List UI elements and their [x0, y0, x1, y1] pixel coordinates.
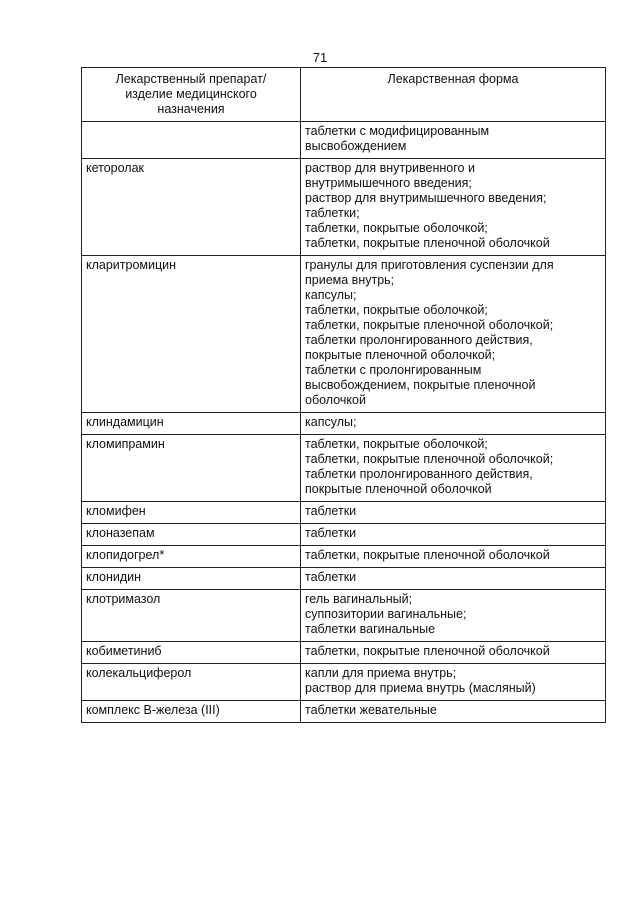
dosage-form-line: покрытые пленочной оболочкой; [305, 348, 496, 362]
dosage-form-line: таблетки [305, 570, 357, 584]
header-drug-line: Лекарственный препарат/ [115, 72, 267, 86]
drug-name-cell: кларитромицин [82, 256, 301, 413]
table-header-row [82, 68, 606, 122]
dosage-form-line: таблетки [305, 504, 357, 518]
header-drug-line: назначения [157, 102, 225, 116]
table-row [82, 435, 606, 502]
table-row [82, 546, 606, 568]
drug-name-cell: клиндамицин [82, 413, 301, 435]
table-row [82, 502, 606, 524]
header-drug [82, 68, 301, 122]
dosage-form-line: таблетки с пролонгированным [305, 363, 482, 377]
page-number: 71 [312, 50, 328, 65]
dosage-form-line: внутримышечного введения; [305, 176, 472, 190]
dosage-form-line: таблетки; [305, 206, 360, 220]
dosage-form-cell [301, 701, 606, 723]
dosage-form-line: раствор для внутримышечного введения; [305, 191, 547, 205]
dosage-form-line: таблетки, покрытые пленочной оболочкой; [305, 318, 554, 332]
dosage-form-line: гранулы для приготовления суспензии для [305, 258, 554, 272]
dosage-form-line: таблетки жевательные [305, 703, 437, 717]
dosage-form-cell [301, 435, 606, 502]
dosage-form-line: высвобождением [305, 139, 407, 153]
dosage-form-cell [301, 568, 606, 590]
drug-name-cell: кобиметиниб [82, 642, 301, 664]
dosage-form-cell [301, 413, 606, 435]
header-drug-line: изделие медицинского [125, 87, 257, 101]
table-row [82, 642, 606, 664]
drug-name-cell: кломипрамин [82, 435, 301, 502]
header-form-line: Лекарственная форма [387, 72, 519, 86]
table-row [82, 122, 606, 159]
drug-name-cell: клотримазол [82, 590, 301, 642]
dosage-form-line: приема внутрь; [305, 273, 395, 287]
table-row [82, 701, 606, 723]
dosage-form-cell [301, 546, 606, 568]
drug-name-cell: колекальциферол [82, 664, 301, 701]
dosage-form-line: высвобождением, покрытые пленочной [305, 378, 536, 392]
table-body [82, 122, 606, 723]
dosage-form-line: раствор для приема внутрь (масляный) [305, 681, 536, 695]
table-row [82, 159, 606, 256]
table-row [82, 568, 606, 590]
dosage-form-line: таблетки, покрытые пленочной оболочкой [305, 548, 550, 562]
dosage-form-line: таблетки пролонгированного действия, [305, 467, 533, 481]
drug-name-cell: кеторолак [82, 159, 301, 256]
table-row [82, 524, 606, 546]
table-row [82, 413, 606, 435]
dosage-form-line: таблетки, покрытые пленочной оболочкой [305, 236, 550, 250]
drug-name-cell: клопидогрел* [82, 546, 301, 568]
drug-name-cell: комплекс В-железа (III) [82, 701, 301, 723]
dosage-form-cell [301, 122, 606, 159]
dosage-form-cell [301, 590, 606, 642]
drug-form-table [81, 67, 606, 723]
dosage-form-cell [301, 664, 606, 701]
dosage-form-line: покрытые пленочной оболочкой [305, 482, 492, 496]
dosage-form-line: таблетки с модифицированным [305, 124, 490, 138]
dosage-form-line: таблетки, покрытые оболочкой; [305, 437, 488, 451]
drug-name-cell: клонидин [82, 568, 301, 590]
drug-name-cell: клоназепам [82, 524, 301, 546]
dosage-form-cell [301, 524, 606, 546]
dosage-form-line: таблетки, покрытые оболочкой; [305, 221, 488, 235]
dosage-form-line: капсулы; [305, 415, 357, 429]
dosage-form-cell [301, 256, 606, 413]
table-row [82, 590, 606, 642]
dosage-form-line: капсулы; [305, 288, 357, 302]
drug-name-cell [82, 122, 301, 159]
dosage-form-line: оболочкой [305, 393, 366, 407]
dosage-form-line: таблетки, покрытые пленочной оболочкой; [305, 452, 554, 466]
dosage-form-line: капли для приема внутрь; [305, 666, 457, 680]
drug-name-cell: кломифен [82, 502, 301, 524]
dosage-form-cell [301, 642, 606, 664]
dosage-form-cell [301, 502, 606, 524]
dosage-form-line: таблетки [305, 526, 357, 540]
table-row [82, 256, 606, 413]
dosage-form-line: таблетки вагинальные [305, 622, 436, 636]
dosage-form-line: гель вагинальный; [305, 592, 413, 606]
dosage-form-line: раствор для внутривенного и [305, 161, 475, 175]
header-form [301, 68, 606, 122]
table-row [82, 664, 606, 701]
dosage-form-line: суппозитории вагинальные; [305, 607, 467, 621]
dosage-form-line: таблетки, покрытые оболочкой; [305, 303, 488, 317]
dosage-form-line: таблетки, покрытые пленочной оболочкой [305, 644, 550, 658]
dosage-form-line: таблетки пролонгированного действия, [305, 333, 533, 347]
dosage-form-cell [301, 159, 606, 256]
